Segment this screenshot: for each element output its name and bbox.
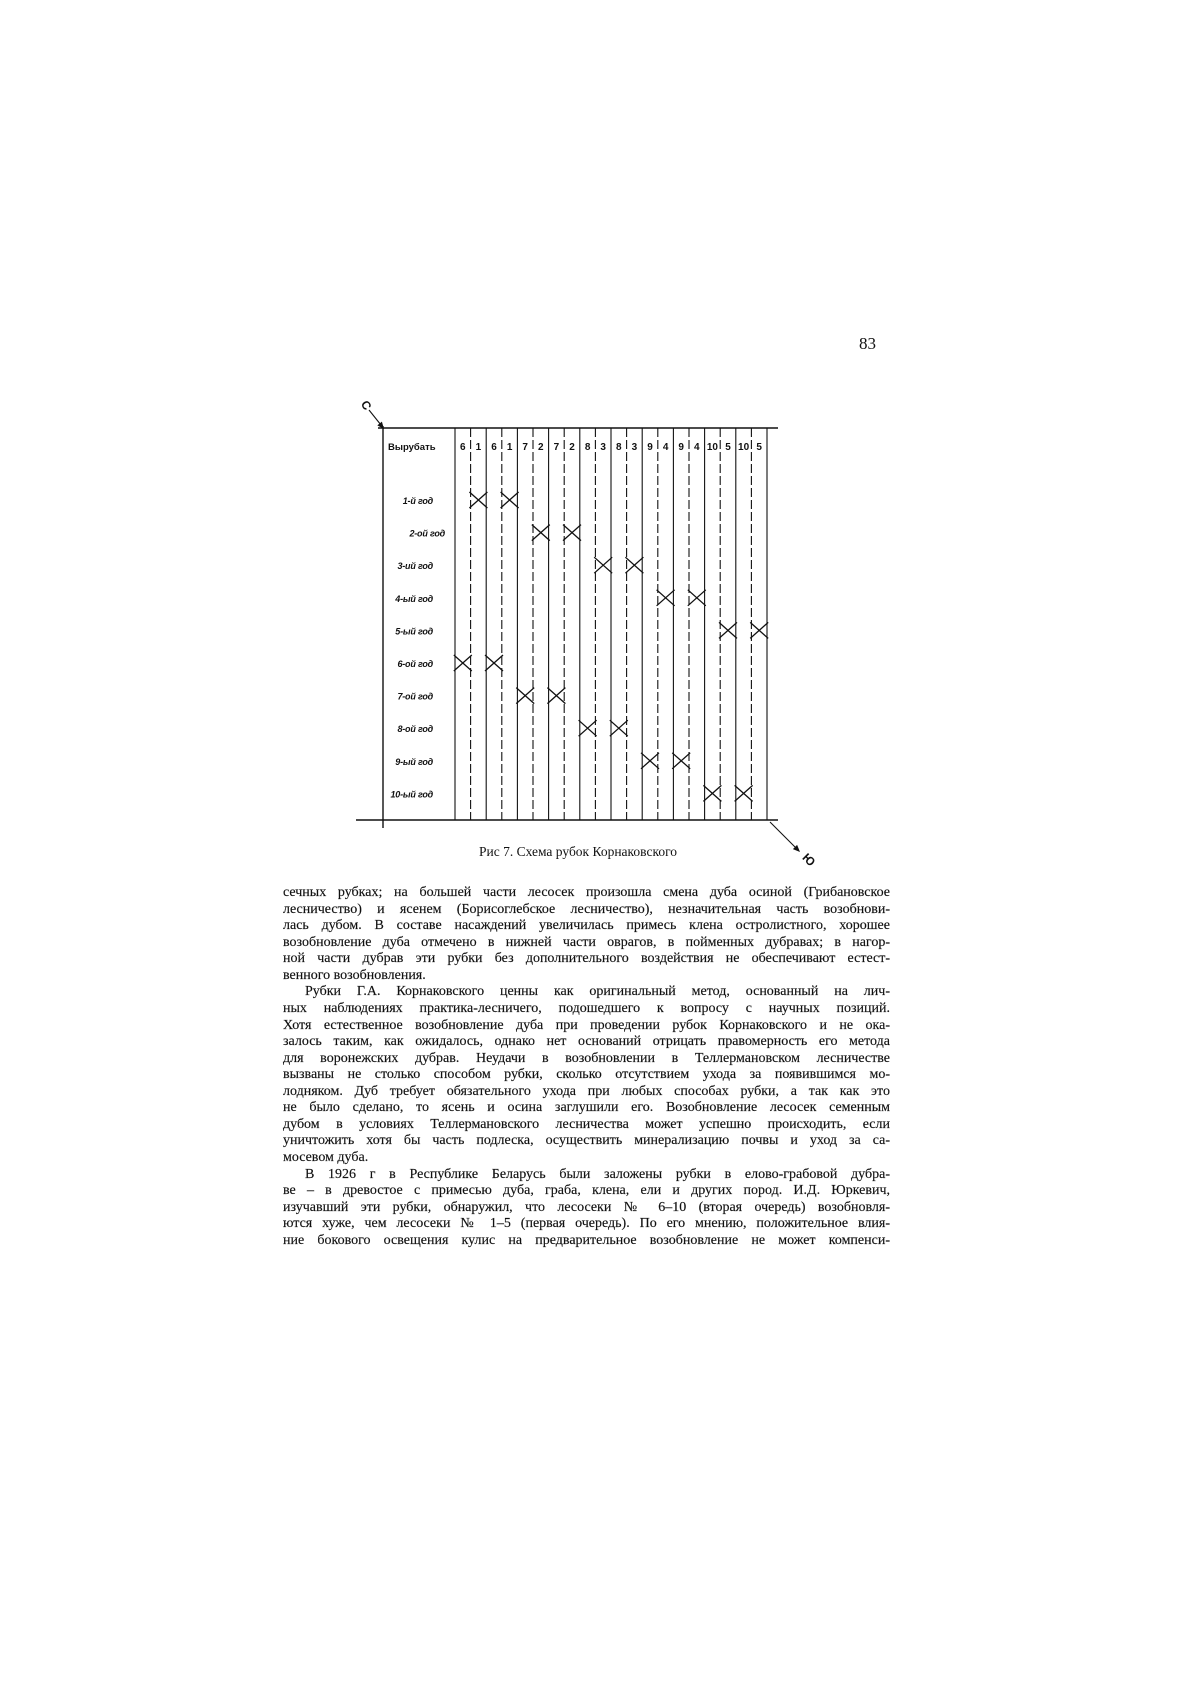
column-label: 8 xyxy=(584,442,591,453)
figure-caption: Рис 7. Схема рубок Корнаковского xyxy=(478,844,678,859)
text-line: венного возобновления. xyxy=(283,967,426,983)
column-label: 4 xyxy=(694,442,700,453)
year-label: 7-ой год xyxy=(397,691,433,702)
column-label: 7 xyxy=(553,442,560,453)
column-label: 1 xyxy=(475,442,482,453)
north-label: С xyxy=(357,398,375,413)
year-label: 4-ый год xyxy=(395,593,433,604)
cutting-scheme-figure xyxy=(340,385,820,875)
column-label: 5 xyxy=(756,442,762,453)
year-label: 3-ий год xyxy=(397,561,433,572)
column-label: 9 xyxy=(647,442,653,453)
text-line: вызваны не столько способом рубки, сколько отсутствием ухода за появившимся мо- xyxy=(283,1067,890,1083)
column-label: 3 xyxy=(600,442,606,453)
paragraph xyxy=(283,1167,890,1250)
text-line: возобновление дуба отмечено в нижней части оврагов, в пойменных дубравах; в нагор- xyxy=(283,934,890,950)
text-line: не было сделано, то ясень и осина заглушили его. Возобновление лесосек семенным xyxy=(283,1100,890,1116)
text-line: дубом в условиях Теллермановского лесничества может успешно происходить, если xyxy=(283,1116,890,1132)
year-label: 2-ой год xyxy=(409,528,445,539)
column-label: 9 xyxy=(678,442,684,453)
text-line: ной части дубрав эти рубки без дополнительного воздействия не обеспечивают естест- xyxy=(283,951,890,967)
text-line: ются хуже, чем лесосеки № 1–5 (первая очередь). По его мнению, положительное влия- xyxy=(283,1216,890,1232)
year-label: 10-ый год xyxy=(390,789,433,800)
text-line: В 1926 г в Республике Беларусь были заложены рубки в елово-грабовой дубра- xyxy=(305,1166,890,1182)
text-line: ве – в древостое с примесью дуба, граба, клена, ели и других пород. И.Д. Юркевич, xyxy=(283,1183,890,1199)
paragraph xyxy=(283,885,890,984)
header-label: Вырубать xyxy=(388,442,436,453)
text-line: ние бокового освещения кулис на предварительное возобновление не может компенси- xyxy=(283,1232,890,1248)
north-arrow-shaft xyxy=(369,410,381,425)
year-label: 5-ый год xyxy=(395,626,433,637)
text-line: уничтожить хотя бы часть подлеска, осуществить минерализацию почвы и уход за са- xyxy=(283,1133,890,1149)
text-line: залось таким, как ожидалось, однако нет оснований отрицать правомерность его метода xyxy=(283,1034,890,1050)
paragraph xyxy=(283,984,890,1166)
year-label: 8-ой год xyxy=(397,724,433,735)
column-label: 1 xyxy=(506,442,513,453)
column-label: 7 xyxy=(522,442,528,453)
body-text xyxy=(283,885,890,1249)
south-label: Ю xyxy=(799,850,819,870)
year-label: 6-ой год xyxy=(397,659,433,669)
column-label: 6 xyxy=(491,442,497,453)
column-label: 5 xyxy=(725,442,731,453)
column-label: 10 xyxy=(706,442,718,453)
column-label: 3 xyxy=(631,442,638,453)
text-line: лесничество) и ясенем (Борисоглебское лесничество), незначительная часть возобнови- xyxy=(283,901,890,917)
cutting-grid xyxy=(356,426,778,828)
column-label: 10 xyxy=(738,442,750,453)
text-line: ных наблюдениях практика-лесничего, подошедшего к вопросу с научных позиций. xyxy=(283,1000,890,1016)
text-line: лодняком. Дуб требует обязательного ухода при любых способах рубки, а так как это xyxy=(283,1083,890,1099)
text-line: мосевом дуба. xyxy=(283,1150,369,1165)
text-line: Рубки Г.А. Корнаковского ценны как оригинальный метод, основанный на лич- xyxy=(305,984,890,1000)
column-label: 4 xyxy=(662,442,669,453)
text-line: Хотя естественное возобновление дуба при проведении рубок Корнаковского и не ока- xyxy=(283,1017,890,1033)
column-label: 2 xyxy=(569,442,575,453)
text-line: изучавший эти рубки, обнаружил, что лесосеки № 6–10 (вторая очередь) возобновля- xyxy=(283,1199,890,1215)
text-line: для воронежских дубрав. Неудачи в возобновлении в Теллермановском лесничестве xyxy=(283,1050,890,1066)
text-line: сечных рубках; на большей части лесосек произошла смена дуба осиной (Грибановское xyxy=(283,885,890,900)
year-label: 1-й год xyxy=(402,496,433,506)
column-label: 2 xyxy=(538,442,544,453)
column-label: 6 xyxy=(460,442,466,453)
column-label: 8 xyxy=(616,442,622,453)
year-label: 9-ый год xyxy=(395,756,433,767)
text-line: лась дубом. В составе насаждений увеличилась примесь клена остролистного, хорошее xyxy=(283,918,890,934)
page-number: 83 xyxy=(859,334,876,353)
